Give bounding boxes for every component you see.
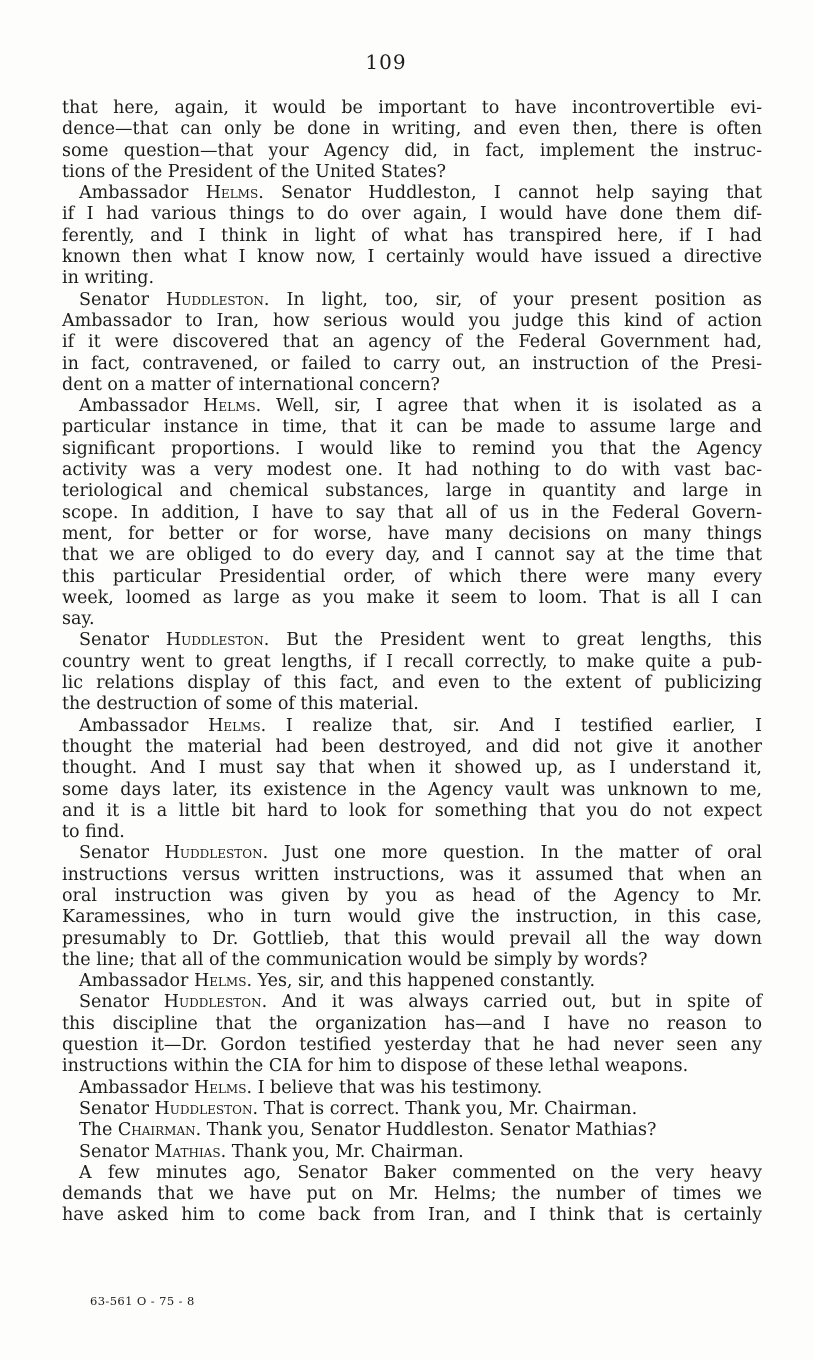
- text-line: Ambassador Helms. Yes, sir, and this happened constantly.: [79, 971, 596, 992]
- text-line: Senator Huddleston. And it was always carried out, but in spite of: [79, 992, 763, 1013]
- speaker-name: Mathias: [154, 1141, 221, 1162]
- text-line: particular instance in time, that it can be made to assume large and: [62, 417, 762, 438]
- text-line: Senator Huddleston. Just one more question. In the matter of oral: [79, 843, 763, 864]
- text-line: this particular Presidential order, of which there were many every: [62, 566, 762, 587]
- text-line: question it—Dr. Gordon testified yesterday that he had never seen any: [62, 1035, 762, 1056]
- text-line: the line; that all of the communication would be simply by words?: [62, 949, 648, 970]
- text-line: in writing.: [62, 268, 155, 289]
- text-line: teriological and chemical substances, large in quantity and large in: [62, 481, 762, 502]
- text-line: some days later, its existence in the Agency vault was unknown to me,: [62, 779, 762, 800]
- text-line: known then what I know now, I certainly would have issued a directive: [62, 247, 762, 268]
- print-imprint: 63-561 O - 75 - 8: [90, 1294, 195, 1308]
- text-line: that here, again, it would be important to have incontrovertible evi-: [62, 98, 762, 118]
- text-line: and it is a little bit hard to look for something that you do not expect: [62, 800, 762, 821]
- text-line: the destruction of some of this material.: [62, 694, 419, 715]
- text-line: A few minutes ago, Senator Baker commented on the very heavy: [79, 1162, 762, 1183]
- text-line: thought. And I must say that when it showed up, as I understand it,: [62, 758, 762, 779]
- text-line: ferently, and I think in light of what has transpired here, if I had: [62, 225, 762, 246]
- speaker-name: Helms: [193, 971, 247, 992]
- text-line: this discipline that the organization has—and I have no reason to: [62, 1013, 762, 1034]
- page-number: 109: [365, 50, 407, 74]
- text-line: in fact, contravened, or failed to carry out, an instruction of the Presi-: [62, 353, 762, 374]
- text-line: thought the material had been destroyed, and did not give it another: [62, 736, 762, 757]
- text-line: week, loomed as large as you make it seem to loom. That is all I can: [62, 587, 762, 608]
- speaker-name: Chairman: [117, 1120, 196, 1141]
- speaker-name: Helms: [193, 1077, 247, 1098]
- speaker-name: Huddleston: [166, 289, 264, 310]
- text-line: Karamessines, who in turn would give the instruction, in this case,: [62, 907, 762, 928]
- text-line: lic relations display of this fact, and even to the extent of publicizing: [62, 673, 762, 694]
- text-line: if it were discovered that an agency of the Federal Government had,: [62, 332, 762, 353]
- text-line: ment, for better or for worse, have many decisions on many things: [62, 523, 762, 544]
- speaker-name: Huddleston: [163, 992, 262, 1013]
- text-line: have asked him to come back from Iran, and I think that is certainly: [62, 1205, 762, 1226]
- text-line: say.: [62, 609, 95, 630]
- text-line: dence—that can only be done in writing, and even then, there is often: [62, 119, 762, 140]
- text-line: The Chairman. Thank you, Senator Huddleston. Senator Mathias?: [79, 1120, 657, 1141]
- text-line: Ambassador Helms. I realize that, sir. And I testified earlier, I: [79, 715, 762, 736]
- text-line: Senator Huddleston. In light, too, sir, of your present position as: [79, 289, 762, 310]
- text-line: tions of the President of the United States?: [62, 161, 447, 182]
- text-line: Ambassador Helms. Senator Huddleston, I cannot help saying that: [79, 183, 762, 204]
- text-line: oral instruction was given by you as head of the Agency to Mr.: [62, 885, 762, 906]
- text-line: Ambassador Helms. Well, sir, I agree that when it is isolated as a: [79, 396, 762, 417]
- text-line: dent on a matter of international concern?: [62, 374, 440, 395]
- text-line: presumably to Dr. Gottlieb, that this would prevail all the way down: [62, 928, 762, 949]
- text-line: to find.: [62, 822, 125, 843]
- text-line: Ambassador Helms. I believe that was his testimony.: [79, 1077, 543, 1098]
- speaker-name: Helms: [203, 396, 256, 417]
- text-line: country went to great lengths, if I recall correctly, to make quite a pub-: [62, 651, 762, 672]
- text-line: significant proportions. I would like to remind you that the Agency: [62, 438, 762, 459]
- text-line: Ambassador to Iran, how serious would you judge this kind of action: [62, 310, 762, 331]
- text-line: some question—that your Agency did, in fact, implement the instruc-: [62, 140, 762, 161]
- text-line: demands that we have put on Mr. Helms; the number of times we: [62, 1184, 762, 1205]
- page-body: [62, 98, 762, 1227]
- text-line: that we are obliged to do every day, and I cannot say at the time that: [62, 545, 762, 566]
- speaker-name: Huddleston: [154, 1098, 253, 1119]
- text-line: activity was a very modest one. It had nothing to do with vast bac-: [62, 460, 762, 481]
- text-line: Senator Huddleston. That is correct. Thank you, Mr. Chairman.: [79, 1098, 638, 1119]
- text-line: scope. In addition, I have to say that all of us in the Federal Govern-: [62, 502, 762, 523]
- text-line: instructions within the CIA for him to dispose of these lethal weapons.: [62, 1056, 689, 1077]
- speaker-name: Huddleston: [165, 630, 264, 651]
- speaker-name: Huddleston: [164, 843, 263, 864]
- speaker-name: Helms: [208, 715, 261, 736]
- text-line: Senator Huddleston. But the President went to great lengths, this: [79, 630, 762, 651]
- speaker-name: Helms: [205, 183, 259, 204]
- text-line: instructions versus written instructions, was it assumed that when an: [62, 864, 762, 885]
- text-line: if I had various things to do over again, I would have done them dif-: [62, 204, 762, 225]
- text-line: Senator Mathias. Thank you, Mr. Chairman.: [79, 1141, 464, 1162]
